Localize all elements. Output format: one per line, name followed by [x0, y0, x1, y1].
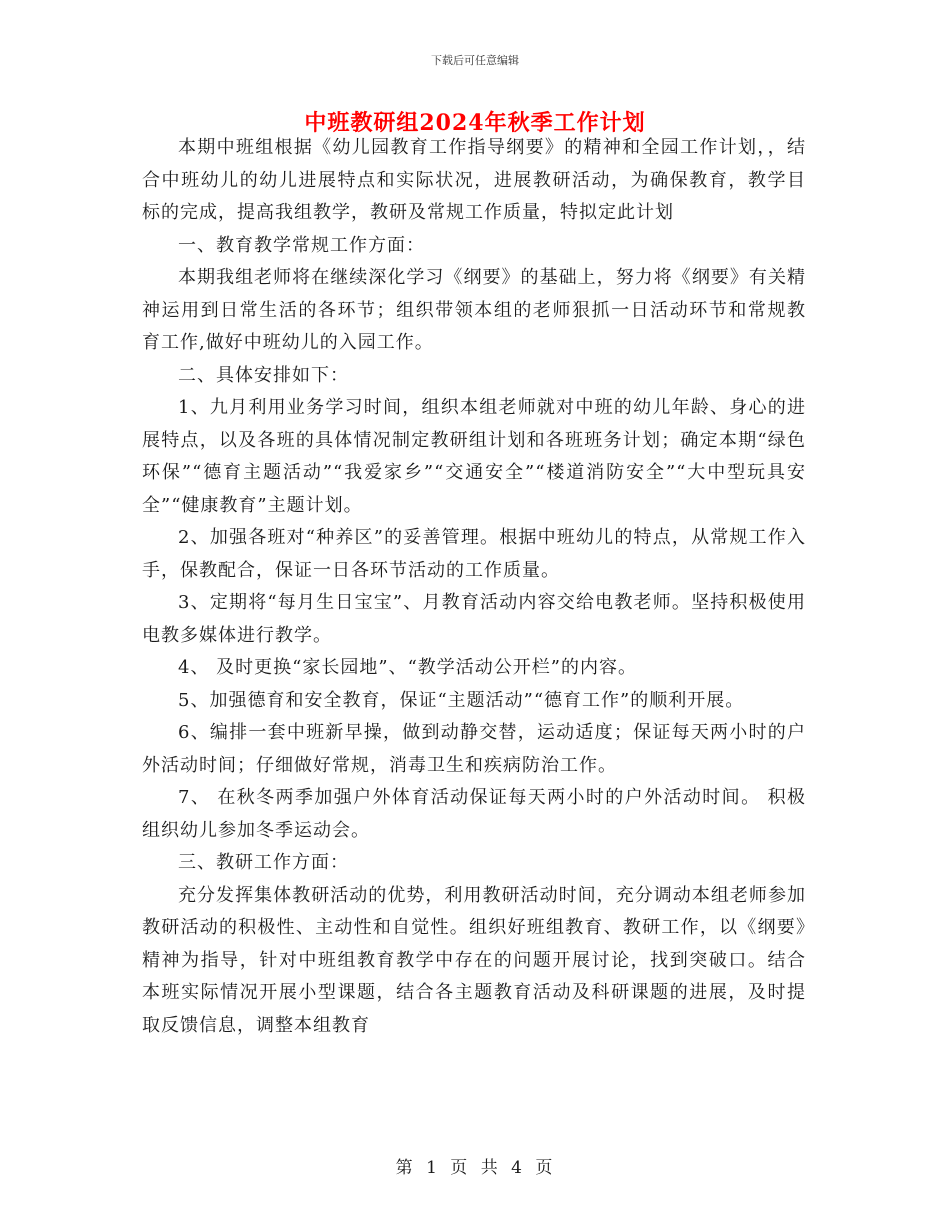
list-item-7: 7、 在秋冬两季加强户外体育活动保证每天两小时的户外活动时间。 积极组织幼儿参加冬季运动会。 [142, 787, 806, 841]
footer-total-pages: 4 [511, 1158, 524, 1178]
paragraph-research: 充分发挥集体教研活动的优势，利用教研活动时间，充分调动本组老师参加教研活动的积极性、主动性和自觉性。组织好班组教育、教研工作，以《纲要》精神为指导，针对中班组教育教学中存在的问题开展讨论，找到突破口。结合本班实际情况开展小型课题，结合各主题教育活动及科研课题的进展，及时提取反馈信息，调整本组教育 [142, 884, 806, 1036]
list-item-3: 3、定期将“每月生日宝宝”、月教育活动内容交给电教老师。坚持积极使用电教多媒体进行教学。 [142, 592, 806, 646]
footer-page-prefix: 第 [395, 1158, 415, 1178]
header-note: 下载后可任意编辑 [431, 54, 519, 67]
page-number-footer [0, 1153, 950, 1178]
section-heading-research: 三、教研工作方面： [178, 852, 349, 873]
list-item-5: 5、加强德育和安全教育，保证“主题活动”“德育工作”的顺利开展。 [178, 689, 745, 711]
paragraph-intro: 本期中班组根据《幼儿园教育工作指导纲要》的精神和全园工作计划，，结合中班幼儿的幼儿进展特点和实际状况，进展教研活动，为确保教育，教学目标的完成，提高我组教学，教研及常规工作质量，特拟定此计划 [142, 137, 806, 223]
document-title: 中班教研组2024年秋季工作计划 [304, 110, 646, 136]
footer-page-mid: 页 [450, 1158, 470, 1178]
list-item-1: 1、九月利用业务学习时间，组织本组老师就对中班的幼儿年龄、身心的进展特点，以及各班的具体情况制定教研组计划和各班班务计划；确定本期“绿色环保”“德育主题活动”“我爱家乡”“交通安全”“楼道消防安全”“大中型玩具安全”“健康教育”主题计划。 [142, 397, 806, 516]
list-item-6: 6、编排一套中班新早操，做到动静交替，运动适度；保证每天两小时的户外活动时间；仔细做好常规，消毒卫生和疾病防治工作。 [142, 722, 806, 776]
footer-page-suffix: 页 [535, 1158, 555, 1178]
section-heading-routine: 一、教育教学常规工作方面： [178, 234, 425, 256]
list-item-2: 2、加强各班对“种养区”的妥善管理。根据中班幼儿的特点，从常规工作入手，保教配合，保证一日各环节活动的工作质量。 [142, 527, 806, 581]
footer-current-page: 1 [426, 1158, 439, 1178]
footer-total-prefix: 共 [480, 1158, 500, 1178]
document-body [142, 132, 806, 1042]
section-heading-arrangement: 二、具体安排如下： [178, 364, 349, 386]
list-item-4: 4、 及时更换“家长园地”、“教学活动公开栏”的内容。 [178, 657, 637, 678]
paragraph-routine: 本期我组老师将在继续深化学习《纲要》的基础上，努力将《纲要》有关精神运用到日常生活的各环节；组织带领本组的老师狠抓一日活动环节和常规教育工作,做好中班幼儿的入园工作。 [142, 267, 806, 353]
